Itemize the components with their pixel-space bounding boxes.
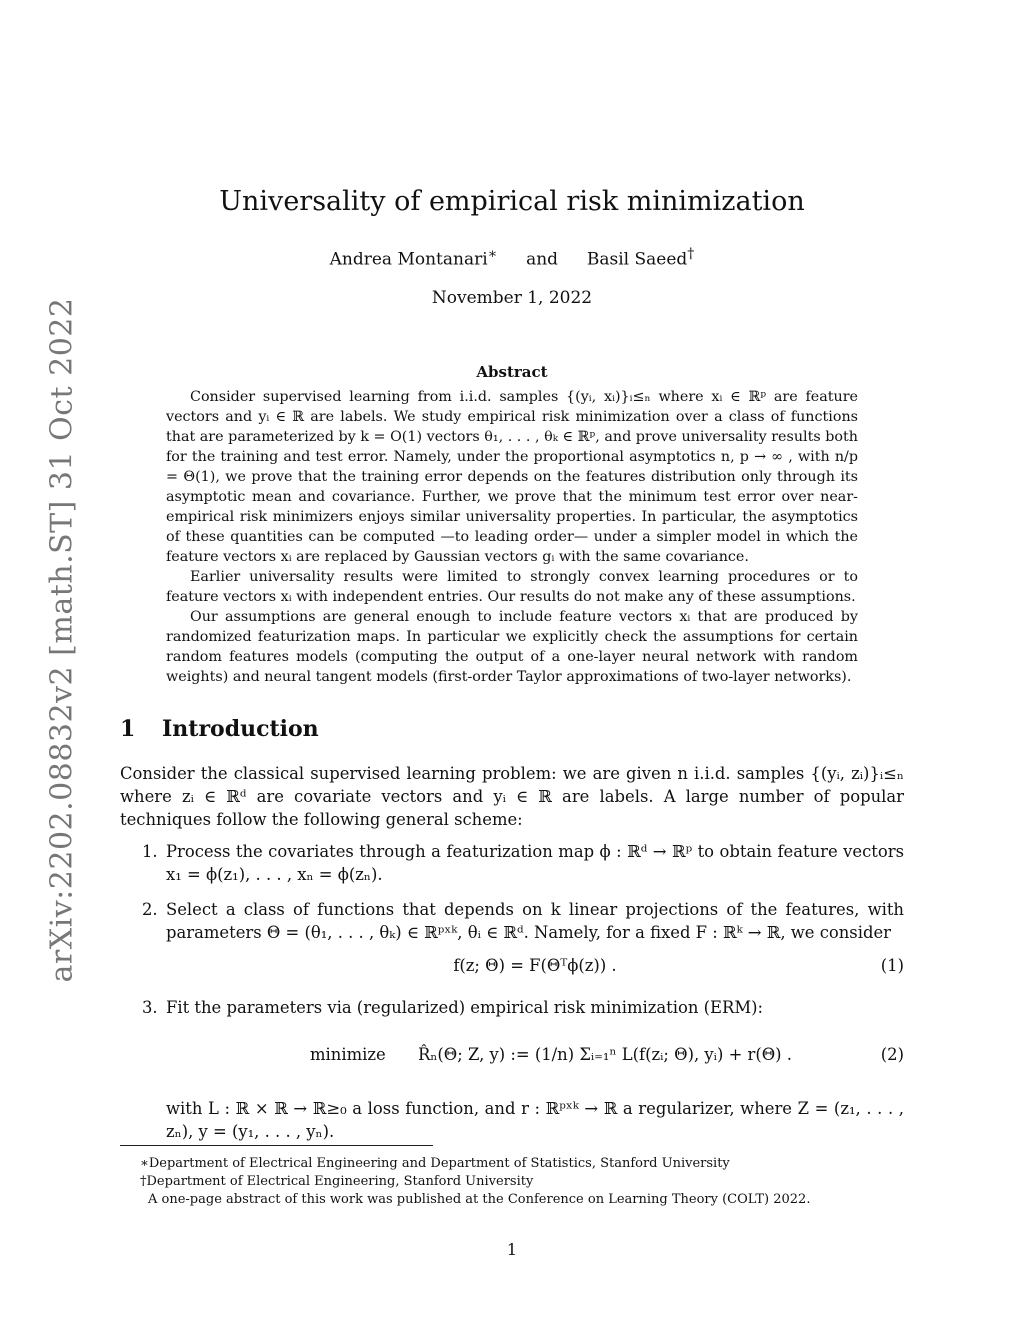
intro-paragraph-1: Consider the classical supervised learning problem: we are given n i.i.d. samples {(yᵢ, zᵢ)}ᵢ≤ₙ where zᵢ ∈ ℝᵈ are covariate vectors and yᵢ ∈ ℝ are labels. A large number of popular techniques follow the following general scheme:	[120, 764, 904, 829]
list-item-text: Process the covariates through a featurization map ϕ : ℝᵈ → ℝᵖ to obtain feature vectors x₁ = ϕ(z₁), . . . , xₙ = ϕ(zₙ).	[166, 842, 904, 884]
section-title: Introduction	[162, 716, 319, 742]
footnotes	[120, 1155, 920, 1209]
paper-title: Universality of empirical risk minimization	[219, 186, 805, 217]
list-item-label: 2.	[142, 900, 158, 919]
footnote-1: ∗Department of Electrical Engineering and Department of Statistics, Stanford University	[140, 1156, 730, 1171]
equation-2-lead: minimize	[310, 1045, 386, 1064]
author-mark-1: ∗	[487, 246, 498, 262]
arxiv-identifier: arXiv:2202.08832v2 [math.ST] 31 Oct 2022	[44, 297, 80, 983]
footnote-rule	[120, 1145, 433, 1146]
equation-2-formula: R̂ₙ(Θ; Z, y) := (1/n) Σᵢ₌₁ⁿ L(f(zᵢ; Θ), yᵢ) + r(Θ) .	[417, 1045, 792, 1064]
section-heading	[120, 716, 319, 742]
list-item-label: 3.	[142, 998, 158, 1017]
after-equation-2: with L : ℝ × ℝ → ℝ≥₀ a loss function, and r : ℝᵖˣᵏ → ℝ a regularizer, where Z = (z₁, . . . , zₙ), y = (y₁, . . . , yₙ).	[166, 1099, 904, 1141]
list-item	[120, 840, 904, 886]
abstract-paragraph-1: Consider supervised learning from i.i.d. samples {(yᵢ, xᵢ)}ᵢ≤ₙ where xᵢ ∈ ℝᵖ are feature vectors and yᵢ ∈ ℝ are labels. We study empirical risk minimization over a class of functions that are parameterized by k = O(1) vectors θ₁, . . . , θₖ ∈ ℝᵖ, and prove universality results both for the training and test error. Namely, under the proportional asymptotics n, p → ∞ , with n/p = Θ(1), we prove that the training error depends on the features distribution only through its asymptotic mean and covariance. Further, we prove that the minimum test error over near-empirical risk minimizers enjoys similar universality properties. In particular, the asymptotics of these quantities can be computed —to leading order— under a simpler model in which the feature vectors xᵢ are replaced by Gaussian vectors gᵢ with the same covariance.	[166, 389, 858, 565]
author-montanari: Andrea Montanari	[329, 249, 488, 270]
list-item	[120, 996, 904, 1019]
list-item	[120, 898, 904, 944]
abstract-body	[166, 387, 858, 687]
author-saeed: Basil Saeed	[586, 249, 688, 270]
page-number: 1	[506, 1240, 518, 1259]
abstract-paragraph-2: Earlier universality results were limited to strongly convex learning procedures or to feature vectors xᵢ with independent entries. Our results do not make any of these assumptions.	[166, 569, 858, 605]
after-equation-text	[120, 1097, 904, 1143]
author-conjunction: and	[526, 249, 559, 270]
equation-1-number: (1)	[880, 956, 904, 975]
section-number: 1	[120, 716, 136, 742]
author-mark-2: †	[687, 246, 695, 262]
list-item-text: Fit the parameters via (regularized) empirical risk minimization (ERM):	[166, 998, 764, 1017]
equation-1-formula: f(z; Θ) = F(Θᵀϕ(z)) .	[453, 956, 617, 975]
footnote-2: †Department of Electrical Engineering, Stanford University	[140, 1174, 534, 1189]
intro-body	[120, 762, 904, 831]
abstract-heading: Abstract	[476, 363, 548, 381]
equation-2-number: (2)	[880, 1045, 904, 1064]
list-item-label: 1.	[142, 842, 158, 861]
abstract-paragraph-3: Our assumptions are general enough to include feature vectors xᵢ that are produced by randomized featurization maps. In particular we explicitly check the assumptions for certain random features models (computing the output of a one-layer neural network with random weights) and neural tangent models (first-order Taylor approximations of two-layer networks).	[166, 609, 858, 685]
list-item-text: Select a class of functions that depends on k linear projections of the features, with parameters Θ = (θ₁, . . . , θₖ) ∈ ℝᵖˣᵏ, θᵢ ∈ ℝᵈ. Namely, for a fixed F : ℝᵏ → ℝ, we consider	[166, 900, 904, 942]
footnote-3: A one-page abstract of this work was published at the Conference on Learning Theory (COLT) 2022.	[148, 1192, 811, 1207]
paper-date: November 1, 2022	[431, 288, 593, 308]
author-line	[0, 246, 1024, 270]
